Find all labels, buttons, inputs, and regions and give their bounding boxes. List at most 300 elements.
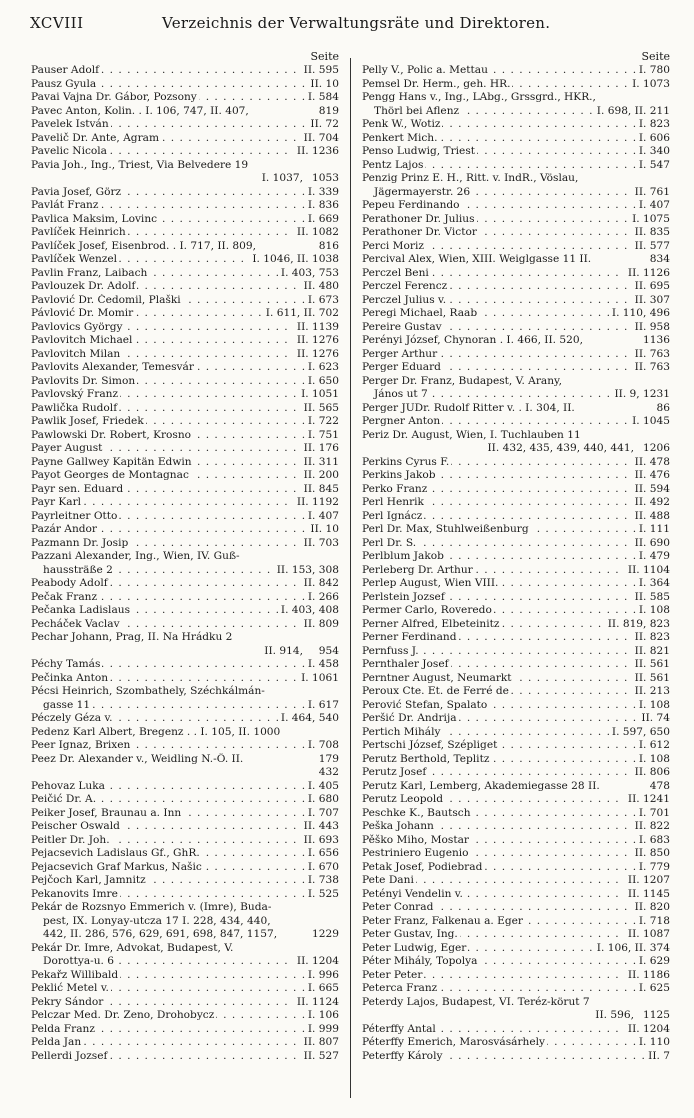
index-entry: [31, 226, 339, 240]
entry-page-ref: II. 693: [301, 834, 339, 848]
entry-page-ref: 1136: [640, 334, 670, 348]
entry-name: Pelda Franz: [31, 1022, 95, 1035]
entry-page-ref: I. 836: [305, 199, 339, 213]
entry-page-ref: II. 761: [632, 186, 670, 200]
entry-name: Pelly V., Polic a. Mettau: [362, 64, 488, 76]
entry-name: Perkins Jakob: [362, 469, 436, 481]
index-entry: [362, 361, 670, 375]
entry-page-ref: II. 1204: [625, 1023, 670, 1037]
index-entry: [362, 523, 670, 537]
page-number: XCVIII: [30, 14, 84, 32]
entry-name: Peiker Josef, Braunau a. Inn: [31, 806, 182, 819]
entry-name: Pavai Vajna Dr. Gábor, Pozsony: [31, 91, 197, 103]
entry-name: Pekařz Willibald: [31, 968, 119, 981]
entry-name: Pejacsevich Graf Markus, Našic: [31, 860, 202, 873]
entry-page-ref: II. 72: [307, 118, 339, 132]
entry-page-ref: I. 623: [305, 361, 339, 375]
index-entry: [362, 658, 670, 672]
entry-name: Pazzani Alexander, Ing., Wien, IV. Guß-: [31, 550, 240, 562]
index-entry: [31, 645, 339, 659]
entry-name: Peška Johann: [362, 820, 434, 832]
entry-page-ref: I. 779: [636, 861, 670, 875]
index-entry: [31, 91, 339, 105]
entry-name: Pejacsevich Ladislaus Gf., GhR.: [31, 847, 200, 859]
entry-name: haussträße 2: [31, 564, 115, 578]
index-entry: [31, 685, 339, 699]
entry-page-ref: 478: [647, 780, 670, 794]
entry-page-ref: I. 108: [636, 604, 670, 618]
index-entry: [31, 577, 339, 591]
index-entry: [362, 969, 670, 983]
entry-page-ref: II. 1124: [294, 996, 339, 1010]
entry-page-ref: II. 1082: [294, 226, 339, 240]
entry-name: Payot Georges de Montagnac: [31, 469, 189, 481]
index-entry: [362, 1050, 670, 1064]
entry-name: Pavlát Franz: [31, 199, 99, 211]
entry-name: Perko Franz: [362, 482, 428, 495]
entry-name: Pěško Miho, Mostar: [362, 833, 469, 846]
entry-page-ref: I. 407: [305, 510, 339, 524]
index-entry: [31, 955, 339, 969]
index-entry: [31, 294, 339, 308]
entry-page-ref: II. 1276: [294, 348, 339, 362]
entry-page-ref: I. 780: [636, 64, 670, 78]
entry-page-ref: I. 525: [305, 888, 339, 902]
entry-page-ref: I. 405: [305, 780, 339, 794]
entry-name: Perutz Karl, Lemberg, Akademiegasse 28 II.: [362, 779, 600, 792]
entry-name: Petényi Vendelin v.: [362, 887, 463, 900]
entry-name: Perger Eduard: [362, 361, 441, 373]
index-entry: [31, 361, 339, 375]
entry-page-ref: II. 10: [307, 523, 339, 537]
index-entry: [362, 145, 670, 159]
entry-page-ref: I. 597, 650: [609, 726, 670, 740]
entry-page-ref: II. 1236: [294, 145, 339, 159]
entry-name: Perner Ferdinand: [362, 631, 457, 643]
entry-page-ref: I. 698, II. 211: [594, 105, 670, 119]
index-entry: [31, 726, 339, 740]
index-entry: [362, 1036, 670, 1050]
index-entry: [362, 388, 670, 402]
index-entry: [362, 402, 670, 416]
entry-name: Pavlovitch Milan: [31, 347, 121, 360]
entry-name: Peer Ignaz, Brixen: [31, 739, 131, 751]
index-entry: [362, 240, 670, 254]
entry-name: Pepeu Ferdinando: [362, 199, 460, 211]
entry-name: Pernthaler Josef: [362, 658, 449, 670]
index-entry: [362, 955, 670, 969]
entry-name: Peez Dr. Alexander v., Weidling N.-Ö. II.: [31, 752, 244, 765]
index-entry: [362, 213, 670, 227]
entry-name: Payr sen. Eduard: [31, 482, 124, 495]
entry-page-ref: I. 111: [636, 523, 670, 537]
index-entry: [362, 537, 670, 551]
entry-page-ref: II. 823: [632, 631, 670, 645]
index-entry: [362, 348, 670, 362]
index-entry: [31, 888, 339, 902]
index-entry: [362, 942, 670, 956]
entry-page-ref: II. 480: [301, 280, 339, 294]
entry-page-ref: 1125: [640, 1009, 670, 1023]
index-entry: [362, 429, 670, 443]
index-entry: [31, 1050, 339, 1064]
entry-name: Pelda Jan: [31, 1036, 82, 1048]
index-entry: [31, 442, 339, 456]
index-entry: [362, 456, 670, 470]
index-entry: [31, 928, 339, 942]
index-entry: [31, 874, 339, 888]
entry-page-ref: II. 311: [301, 456, 339, 470]
entry-name: Perl Dr. S.: [362, 536, 417, 549]
entry-name: Permer Carlo, Roveredo: [362, 604, 492, 616]
entry-name: Percival Alex, Wien, XIII. Weiglgasse 11 II.: [362, 253, 592, 265]
entry-page-ref: I. 1045: [629, 415, 670, 429]
index-entry: [362, 253, 670, 267]
index-entry: [31, 469, 339, 483]
entry-page-ref: II. 1207: [625, 874, 670, 888]
index-entry: [31, 375, 339, 389]
entry-name: Periz Dr. August, Wien, I. Tuchlauben 11: [362, 428, 581, 441]
entry-name: Pertschi József, Szépliget: [362, 739, 498, 751]
entry-name: Peklić Metel v.: [31, 982, 109, 994]
entry-name: Pekanovits Imre: [31, 887, 118, 900]
index-entry: [362, 64, 670, 78]
entry-page-ref: II. 488: [632, 510, 670, 524]
entry-name: Peterca Franz: [362, 982, 438, 994]
index-entry: [362, 550, 670, 564]
entry-page-ref: 954: [316, 645, 339, 659]
entry-name: Penso Ludwig, Triest: [362, 145, 476, 157]
entry-name: Penk W., Wotiz: [362, 118, 441, 130]
entry-page-ref: II. 565: [301, 402, 339, 416]
entry-name: Pecháček Vaclav: [31, 617, 120, 630]
entry-name: Perutz Berthold, Teplitz: [362, 752, 490, 765]
index-entry: [362, 807, 670, 821]
entry-name: Peršić Dr. Andrija: [362, 712, 457, 724]
index-entry: [362, 915, 670, 929]
index-entry: [362, 496, 670, 510]
entry-page-ref: II. 807: [301, 1036, 339, 1050]
entry-name: Pausz Gyula: [31, 77, 97, 90]
entry-page-ref: 1206: [640, 442, 670, 456]
index-entry: [31, 321, 339, 335]
index-entry: [362, 118, 670, 132]
index-entry: [31, 348, 339, 362]
entry-page-ref: I. 110, 496: [609, 307, 670, 321]
entry-page-ref: II. 443: [301, 820, 339, 834]
entry-name: Péchy Tamás: [31, 658, 101, 670]
entry-page-ref: I. 656: [305, 847, 339, 861]
index-entry: [362, 591, 670, 605]
entry-name: II. 914,: [264, 644, 303, 657]
entry-name: Perleberg Dr. Arthur: [362, 563, 473, 576]
entry-page-ref: I. 701: [636, 807, 670, 821]
index-entry: [31, 847, 339, 861]
index-entry: [31, 969, 339, 983]
entry-name: Pergner Anton: [362, 415, 441, 427]
entry-name: Payer August: [31, 442, 103, 454]
entry-name: Peter Ludwig, Eger: [362, 941, 467, 954]
index-entry: [31, 537, 339, 551]
entry-page-ref: II. 1186: [625, 969, 670, 983]
index-entry: [31, 550, 339, 564]
entry-page-ref: II. 842: [301, 577, 339, 591]
entry-page-ref: II. 821: [632, 645, 670, 659]
entry-page-ref: II. 1241: [625, 793, 670, 807]
index-entry: [31, 105, 339, 119]
entry-name: Payr Karl: [31, 496, 82, 508]
entry-name: Perlblum Jakob: [362, 550, 444, 562]
index-entry: [362, 793, 670, 807]
entry-name: Pechar Johann, Prag, II. Na Hrádku 2: [31, 631, 233, 643]
index-entry: [31, 415, 339, 429]
entry-name: Pavlica Maksim, Lovinc: [31, 212, 158, 225]
index-entry: [362, 199, 670, 213]
entry-name: Perathoner Dr. Julius: [362, 212, 475, 225]
index-entry: [31, 753, 339, 767]
entry-page-ref: II. 561: [632, 672, 670, 686]
entry-name: Pemsel Dr. Herm., geh. HR.: [362, 77, 511, 90]
entry-page-ref: II. 9, 1231: [611, 388, 670, 402]
index-entry: [31, 172, 339, 186]
entry-page-ref: II. 763: [632, 361, 670, 375]
entry-name: Perlep August, Wien VIII.: [362, 577, 499, 589]
entry-name: Payne Gallwey Kapitän Edwin: [31, 455, 192, 468]
entry-page-ref: I. 106: [305, 1009, 339, 1023]
index-entry: [362, 618, 670, 632]
index-columns: [31, 50, 670, 1112]
entry-name: Perathoner Dr. Victor: [362, 226, 477, 238]
entry-page-ref: I. 999: [305, 1023, 339, 1037]
entry-page-ref: II. 1145: [625, 888, 670, 902]
index-entry: [362, 982, 670, 996]
index-entry: [362, 780, 670, 794]
index-entry: [362, 645, 670, 659]
index-entry: [31, 64, 339, 78]
entry-page-ref: II. 819, 823: [605, 618, 670, 632]
column-divider: [350, 58, 351, 1098]
index-entry: [362, 375, 670, 389]
entry-page-ref: 834: [647, 253, 670, 267]
index-entry: [31, 159, 339, 173]
entry-page-ref: 1229: [309, 928, 339, 942]
entry-name: Peterdy Lajos, Budapest, VI. Teréz-körut 7: [362, 995, 590, 1008]
entry-page-ref: II. 7: [645, 1050, 670, 1064]
entry-name: Pengg Hans v., Ing., LAbg., Grssgrd., HKR.,: [362, 91, 596, 103]
entry-name: Pernfuss J.: [362, 644, 419, 657]
entry-page-ref: I. 110: [636, 1036, 670, 1050]
index-entry: [31, 253, 339, 267]
entry-name: Payrleitner Otto: [31, 509, 118, 522]
entry-page-ref: I. 547: [636, 159, 670, 173]
entry-name: Pehovaz Luka: [31, 779, 105, 792]
entry-page-ref: I. 718: [636, 915, 670, 929]
entry-name: Péterffy Antal: [362, 1022, 436, 1035]
index-entry: [31, 213, 339, 227]
entry-name: Perényi József, Chynoran . I. 466, II. 520,: [362, 334, 583, 346]
entry-name: Pekár Dr. Imre, Advokat, Budapest, V.: [31, 941, 234, 954]
entry-name: Pavelek István: [31, 118, 109, 130]
index-entry: [31, 388, 339, 402]
entry-page-ref: 816: [316, 240, 339, 254]
index-entry: [31, 280, 339, 294]
entry-name: II. 432, 435, 439, 440, 441,: [487, 442, 634, 454]
entry-name: Peter Peter: [362, 968, 423, 981]
entry-page-ref: I. 464, 540: [278, 712, 339, 726]
index-entry: [31, 604, 339, 618]
entry-name: Petak Josef, Podiebrad: [362, 860, 483, 873]
index-entry: [31, 834, 339, 848]
entry-page-ref: II. 594: [632, 483, 670, 497]
index-entry: [31, 118, 339, 132]
index-entry: [362, 132, 670, 146]
entry-name: Pavlovics György: [31, 320, 123, 333]
index-entry: [31, 1009, 339, 1023]
entry-page-ref: I. 1061: [298, 672, 339, 686]
entry-page-ref: I. 1046, II. 1038: [249, 253, 339, 267]
entry-page-ref: 86: [654, 402, 670, 416]
page-header: [30, 14, 664, 36]
index-entry: [362, 753, 670, 767]
index-entry: [31, 496, 339, 510]
entry-name: Penzig Prinz E. H., Ritt. v. IndR., Vöslau,: [362, 172, 579, 184]
index-entry: [362, 631, 670, 645]
left-column: [31, 50, 339, 1063]
index-entry: [362, 294, 670, 308]
entry-page-ref: I. 1051: [298, 388, 339, 402]
entry-name: Péczely Géza v.: [31, 712, 113, 724]
index-entry: [362, 226, 670, 240]
entry-page-ref: I. 665: [305, 982, 339, 996]
entry-page-ref: I. 996: [305, 969, 339, 983]
entry-page-ref: II. 809: [301, 618, 339, 632]
index-entry: [31, 820, 339, 834]
index-entry: [362, 672, 670, 686]
entry-name: Perović Stefan, Spalato: [362, 698, 488, 711]
entry-name: Pereire Gustav: [362, 320, 442, 333]
index-entry: [362, 564, 670, 578]
index-entry: [362, 186, 670, 200]
entry-name: Pécsi Heinrich, Szombathely, Széchkálmán-: [31, 685, 265, 697]
entry-name: Perkins Cyrus F.: [362, 455, 450, 468]
entry-name: Peroux Cte. Et. de Ferré de: [362, 685, 509, 697]
entry-page-ref: I. 584: [305, 91, 339, 105]
entry-page-ref: I. 611, II. 702: [263, 307, 339, 321]
entry-name: Peschke K., Bautsch: [362, 806, 471, 819]
entry-name: Pelczar Med. Dr. Zeno, Drohobycz: [31, 1009, 215, 1021]
entry-page-ref: II. 822: [632, 820, 670, 834]
entry-name: Thörl bei Aflenz: [362, 105, 461, 119]
entry-name: Pekár de Rozsnyo Emmerich v. (Imre), Buda-: [31, 901, 272, 913]
entry-page-ref: II. 958: [632, 321, 670, 335]
entry-name: Perczel Beni: [362, 266, 429, 279]
entry-page-ref: II. 561: [632, 658, 670, 672]
entry-name: Jägermayerstr. 26: [362, 186, 472, 200]
index-entry: [31, 510, 339, 524]
entry-name: Pavlíček Heinrich: [31, 226, 126, 238]
index-entry: [31, 186, 339, 200]
entry-page-ref: I. 722: [305, 415, 339, 429]
index-entry: [31, 456, 339, 470]
entry-page-ref: 1053: [309, 172, 339, 186]
entry-page-ref: II. 763: [632, 348, 670, 362]
index-entry: [31, 982, 339, 996]
entry-page-ref: II. 690: [632, 537, 670, 551]
index-entry: [31, 267, 339, 281]
index-entry: [362, 577, 670, 591]
entry-page-ref: I. 708: [305, 739, 339, 753]
entry-page-ref: II. 1087: [625, 928, 670, 942]
entry-name: Pavia Josef, Görz: [31, 185, 122, 198]
page-title: Verzeichnis der Verwaltungsräte und Direktoren.: [162, 14, 551, 32]
index-entry: [31, 631, 339, 645]
entry-page-ref: I. 738: [305, 874, 339, 888]
index-entry: [362, 1009, 670, 1023]
entry-page-ref: I. 606: [636, 132, 670, 146]
entry-page-ref: II. 527: [301, 1050, 339, 1064]
index-entry: [362, 699, 670, 713]
index-entry: [362, 874, 670, 888]
entry-page-ref: II. 153, 308: [274, 564, 339, 578]
index-entry: [31, 996, 339, 1010]
entry-name: Pavlíček Wenzel: [31, 253, 118, 265]
entry-page-ref: I. 407: [636, 199, 670, 213]
index-entry: [31, 861, 339, 875]
entry-page-ref: 819: [316, 105, 339, 119]
index-entry: [31, 699, 339, 713]
index-entry: [31, 618, 339, 632]
index-entry: [31, 564, 339, 578]
seite-label-right: Seite: [641, 50, 670, 63]
entry-name: Pavlovits Alexander, Temesvár: [31, 361, 194, 373]
index-entry: [362, 159, 670, 173]
entry-name: Pečinka Anton: [31, 671, 109, 684]
index-entry: [362, 91, 670, 105]
index-entry: [362, 1023, 670, 1037]
index-entry: [31, 1023, 339, 1037]
entry-page-ref: 432: [316, 766, 339, 780]
entry-page-ref: I. 707: [305, 807, 339, 821]
index-entry: [362, 996, 670, 1010]
entry-name: Peter Franz, Falkenau a. Eger: [362, 914, 524, 927]
index-entry: [31, 942, 339, 956]
entry-name: Pekry Sándor: [31, 995, 104, 1008]
entry-name: Perl Dr. Max, Stuhlweißenburg: [362, 523, 529, 535]
entry-name: Pavlović Dr. Čedomil, Plaški: [31, 293, 181, 306]
entry-name: 442, II. 286, 576, 629, 691, 698, 847, 1157,: [31, 928, 279, 942]
index-entry: [31, 591, 339, 605]
entry-name: Pentz Lajos: [362, 158, 424, 171]
entry-page-ref: II. 835: [632, 226, 670, 240]
entry-name: II. 596,: [595, 1009, 634, 1021]
entry-page-ref: II. 845: [301, 483, 339, 497]
index-entry: [31, 523, 339, 537]
entry-name: Pawlowski Dr. Robert, Krosno: [31, 428, 192, 441]
entry-page-ref: I. 106, II. 374: [594, 942, 670, 956]
entry-name: Peičić Dr. A.: [31, 793, 97, 805]
entry-page-ref: I. 479: [636, 550, 670, 564]
index-entry: [362, 172, 670, 186]
entry-page-ref: II. 176: [301, 442, 339, 456]
index-entry: [362, 739, 670, 753]
entry-page-ref: I. 403, 408: [278, 604, 339, 618]
entry-name: Peter Conrad: [362, 901, 434, 913]
entry-page-ref: II. 213: [632, 685, 670, 699]
index-entry: [31, 307, 339, 321]
index-entry: [31, 739, 339, 753]
entry-name: Pauser Adolf: [31, 64, 100, 76]
index-entry: [31, 807, 339, 821]
